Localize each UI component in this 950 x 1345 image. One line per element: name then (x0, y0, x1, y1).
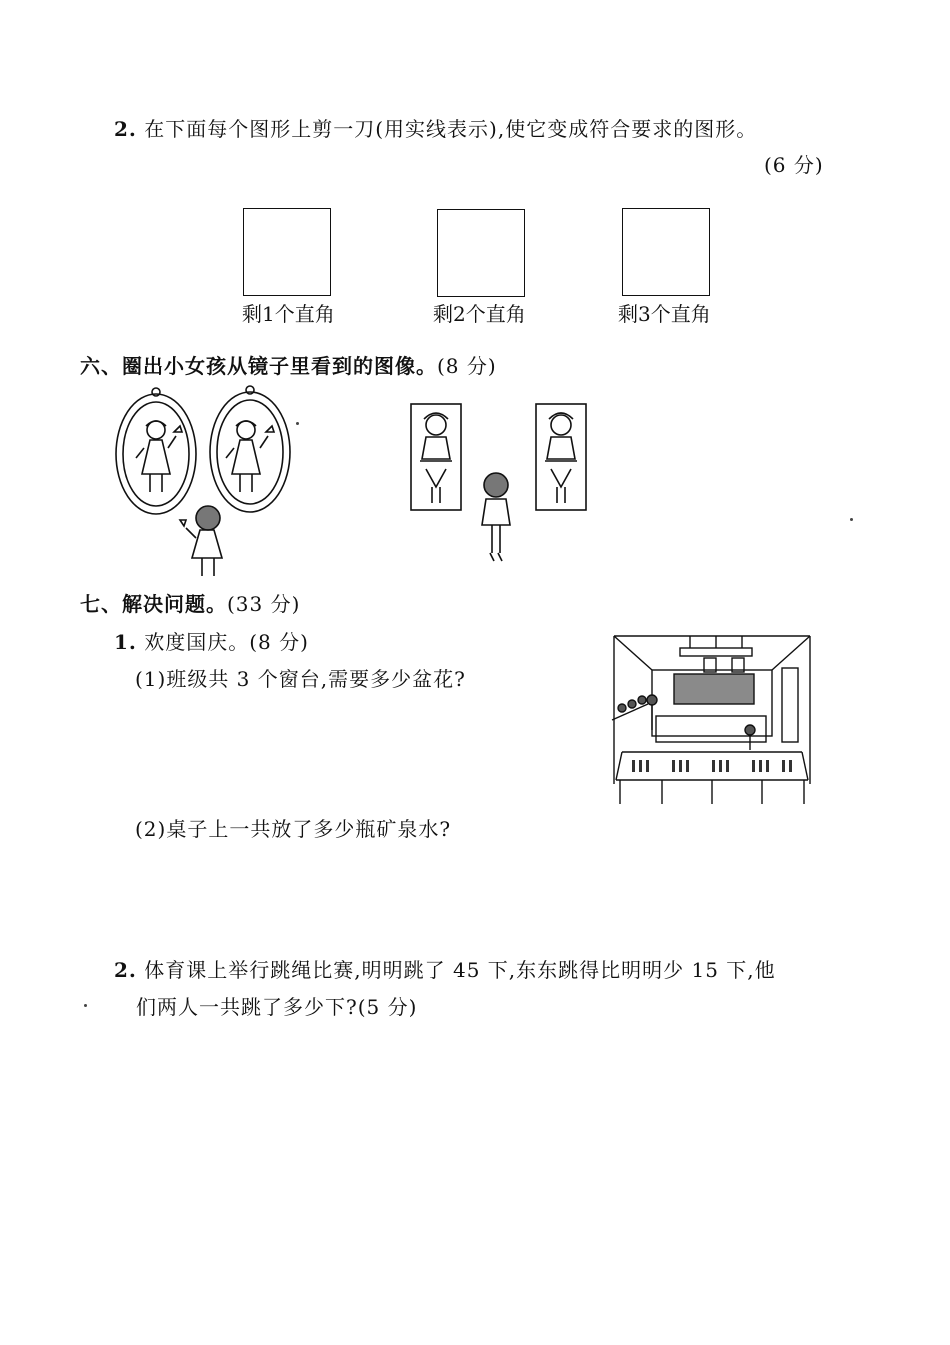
q7-2-points: (5 分) (357, 995, 418, 1019)
q7-1-sub1: (1)班级共 3 个窗台,需要多少盆花? (135, 667, 466, 691)
question-number: 2. (114, 958, 137, 982)
square-label-1: 剩1个直角 (242, 302, 335, 326)
section6-heading (80, 353, 497, 379)
girl-back-view (180, 506, 222, 576)
square-figure-2[interactable] (437, 209, 525, 297)
q7-2-line1 (114, 957, 776, 983)
q7-2-text-line2: 们两人一共跳了多少下? (136, 995, 358, 1019)
q7-1-heading (114, 629, 309, 655)
oval-mirror-left[interactable] (116, 388, 196, 514)
q5-2-line (114, 116, 757, 142)
rect-mirror-left[interactable] (411, 404, 461, 510)
question-number: 2. (114, 117, 137, 141)
scan-speck (850, 518, 853, 521)
classroom-illustration (612, 634, 812, 806)
section7-points: (33 分) (227, 592, 301, 616)
q7-2-text-line1: 体育课上举行跳绳比赛,明明跳了 45 下,东东跳得比明明少 15 下,他 (144, 958, 776, 982)
section6-title: 六、圈出小女孩从镜子里看到的图像。 (80, 354, 437, 378)
scan-speck (296, 422, 299, 425)
question-number: 1. (114, 630, 137, 654)
rect-mirror-right[interactable] (536, 404, 586, 510)
section6-points: (8 分) (437, 354, 497, 378)
question-text: 在下面每个图形上剪一刀(用实线表示),使它变成符合要求的图形。 (144, 117, 758, 141)
oval-mirrors-illustration (110, 388, 300, 588)
oval-mirror-right[interactable] (210, 386, 290, 512)
square-figure-1[interactable] (243, 208, 331, 296)
girl-back-view-2 (482, 473, 510, 561)
square-label-3: 剩3个直角 (618, 302, 711, 326)
square-label-2: 剩2个直角 (433, 302, 526, 326)
square-figure-3[interactable] (622, 208, 710, 296)
q7-2-line2 (136, 994, 417, 1020)
section7-title: 七、解决问题。 (80, 592, 227, 616)
section7-heading (80, 591, 300, 617)
q7-1-sub2: (2)桌子上一共放了多少瓶矿泉水? (135, 817, 452, 841)
q7-1-points: (8 分) (249, 630, 309, 654)
q7-1-title: 欢度国庆。 (144, 630, 250, 654)
q5-2-points: (6 分) (764, 153, 824, 177)
scan-speck (84, 1004, 87, 1007)
rect-mirrors-illustration (410, 403, 590, 579)
